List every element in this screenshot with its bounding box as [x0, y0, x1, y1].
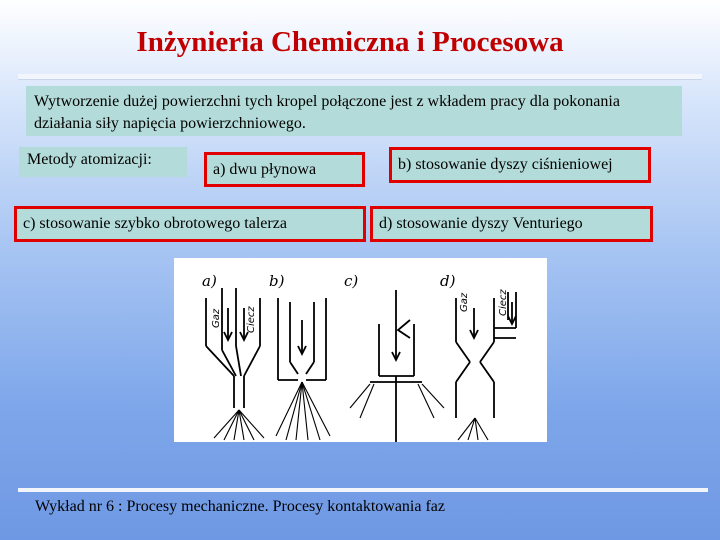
footer-text: Wykład nr 6 : Procesy mechaniczne. Procesy kontaktowania faz [35, 498, 445, 515]
option-c-rotating-disc [14, 206, 366, 242]
footer-divider [18, 488, 708, 492]
figure-label-b: b) [269, 272, 285, 290]
option-a-two-fluid [204, 152, 365, 187]
figure-label-a: a) [202, 272, 217, 290]
nozzle-b-drawing [276, 298, 330, 440]
option-d-label: d) stosowanie dyszy Venturiego [379, 215, 583, 232]
option-c-label: c) stosowanie szybko obrotowego talerza [23, 215, 287, 232]
methods-label: Metody atomizacji: [19, 147, 187, 177]
title-divider [18, 74, 702, 80]
atomizer-diagram [174, 258, 547, 442]
label-liquid-a: Ciecz [246, 306, 257, 333]
label-gas-a: Gaz [211, 308, 222, 328]
option-b-pressure-nozzle [389, 147, 651, 183]
nozzle-c-drawing [350, 290, 444, 442]
option-a-label: a) dwu płynowa [213, 160, 317, 178]
figure-label-d: d) [440, 272, 456, 290]
slide-title: Inżynieria Chemiczna i Procesowa [136, 26, 564, 58]
intro-text-box: Wytworzenie dużej powierzchni tych kropel połączone jest z wkładem pracy dla pokonania działania siły napięcia powierzchniowego. [26, 86, 682, 136]
label-liquid-d: Ciecz [498, 289, 509, 316]
option-b-label: b) stosowanie dyszy ciśnieniowej [398, 156, 613, 173]
figure-label-c: c) [344, 272, 359, 290]
atomizer-diagram-svg [174, 258, 547, 442]
label-gas-d: Gaz [459, 292, 470, 312]
option-d-venturi-nozzle [370, 206, 653, 242]
